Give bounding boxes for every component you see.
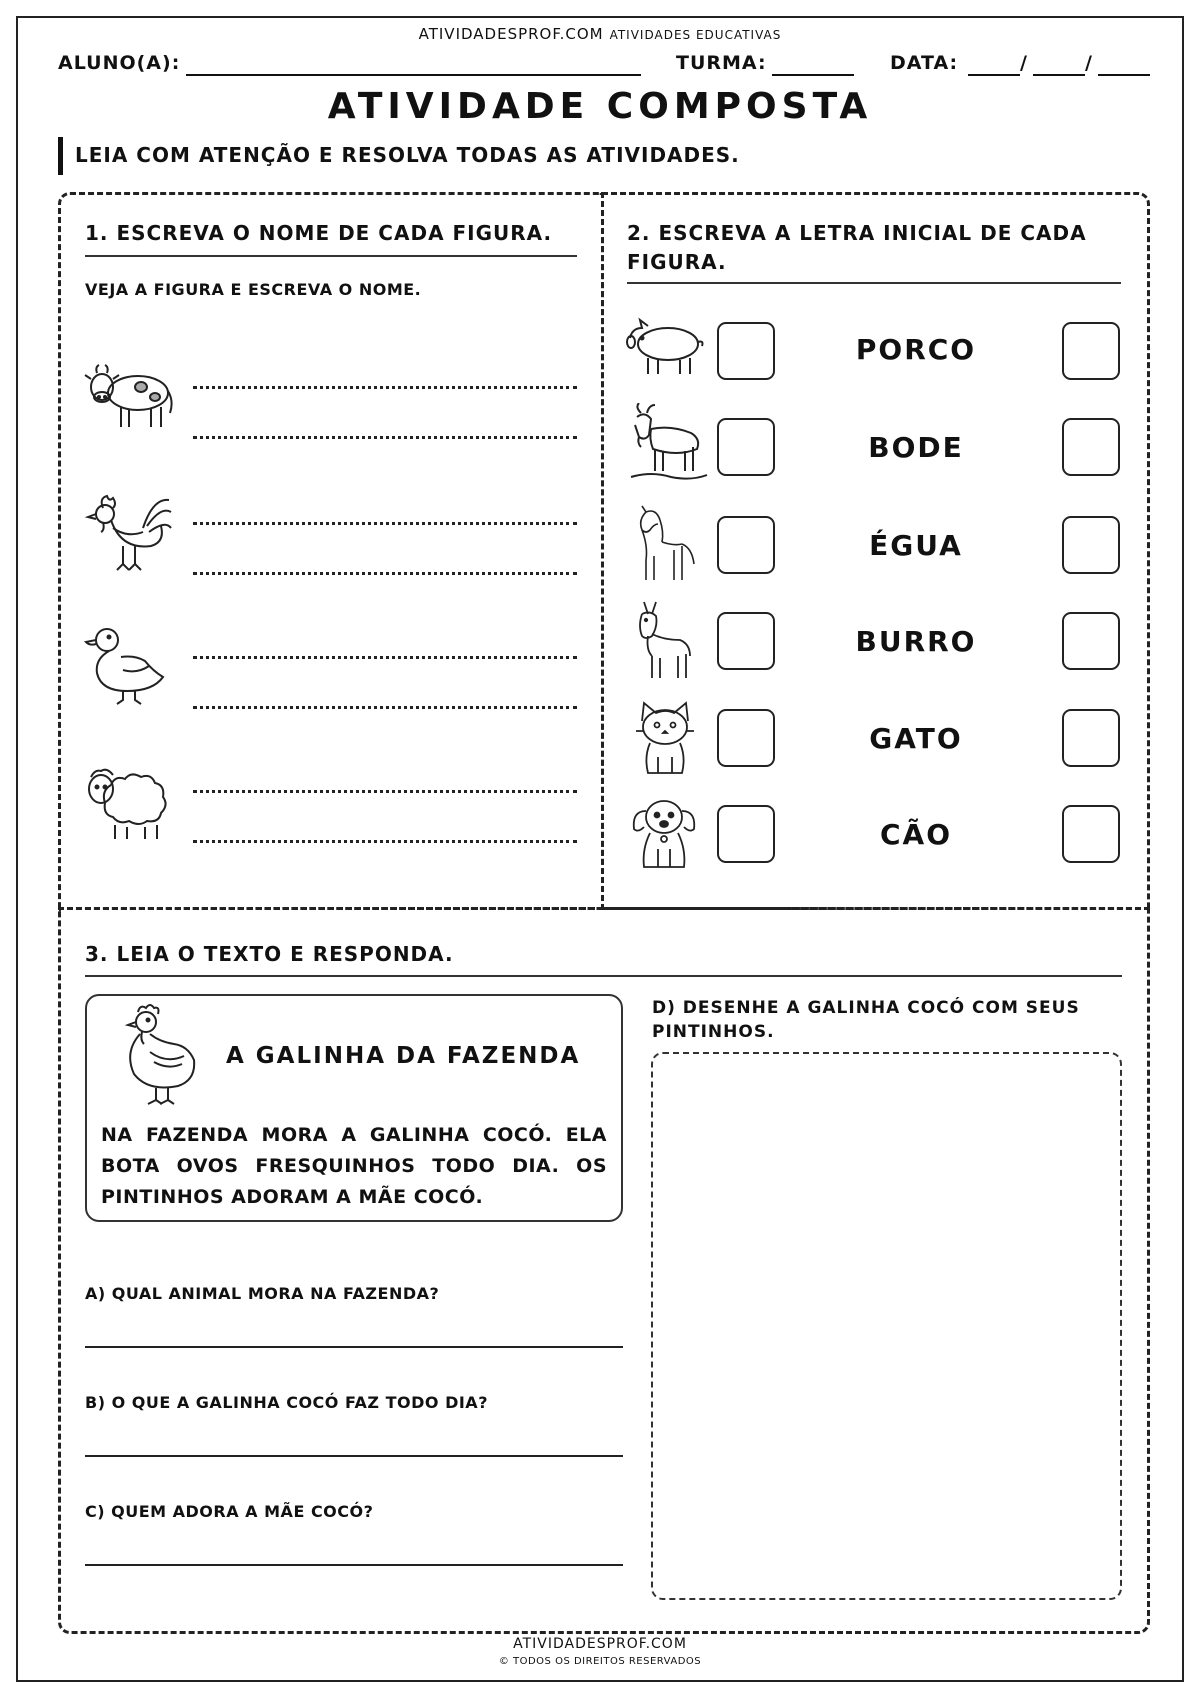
instruction-bar (58, 137, 63, 175)
student-label: ALUNO(A): (58, 52, 181, 74)
burro-initial-box[interactable] (717, 612, 775, 670)
word-cao: CÃO (879, 818, 953, 851)
date-slash-1: / (1020, 52, 1028, 74)
egua-answer-box[interactable] (1062, 516, 1120, 574)
gato-answer-box[interactable] (1062, 709, 1120, 767)
porco-initial-box[interactable] (717, 322, 775, 380)
instruction-text: LEIA COM ATENÇÃO E RESOLVA TODAS AS ATIVIDADES. (75, 143, 740, 167)
answer-a-line[interactable] (85, 1346, 623, 1348)
cat-icon (634, 697, 726, 789)
class-label: TURMA: (676, 52, 767, 74)
question-2-heading-line-2: FIGURA. (627, 250, 727, 274)
date-year-field[interactable] (1098, 74, 1150, 76)
question-3-rule (85, 975, 1122, 977)
student-name-field[interactable] (186, 74, 641, 76)
pig-icon (624, 308, 716, 400)
question-2-rule (627, 282, 1121, 284)
cow-icon (83, 353, 175, 445)
site-tagline: ATIVIDADES EDUCATIVAS (609, 28, 782, 42)
rooster-icon (83, 488, 175, 580)
question-2-heading-line-1: 2. ESCREVA A LETRA INICIAL DE CADA (627, 221, 1087, 245)
question-3-heading: 3. LEIA O TEXTO E RESPONDA. (85, 942, 454, 966)
drawing-area[interactable] (651, 1052, 1122, 1600)
word-gato: GATO (869, 722, 963, 755)
date-label: DATA: (890, 52, 959, 74)
bode-answer-box[interactable] (1062, 418, 1120, 476)
cao-initial-box[interactable] (717, 805, 775, 863)
draw-prompt-line-1: D) DESENHE A GALINHA COCÓ COM SEUS (652, 998, 1080, 1018)
sheep-answer-line-2[interactable] (193, 840, 577, 843)
question-1-subtitle: VEJA A FIGURA E ESCREVA O NOME. (85, 280, 422, 299)
sheep-answer-line-1[interactable] (193, 790, 577, 793)
duck-answer-line-2[interactable] (193, 706, 577, 709)
word-porco: PORCO (855, 333, 977, 366)
burro-answer-box[interactable] (1062, 612, 1120, 670)
gato-initial-box[interactable] (717, 709, 775, 767)
goat-icon (627, 403, 719, 495)
cow-answer-line-1[interactable] (193, 386, 577, 389)
date-month-field[interactable] (1033, 74, 1085, 76)
word-burro: BURRO (855, 625, 977, 658)
cao-answer-box[interactable] (1062, 805, 1120, 863)
word-bode: BODE (868, 431, 964, 464)
rooster-answer-line-2[interactable] (193, 572, 577, 575)
duck-icon (83, 620, 175, 712)
dog-icon (628, 793, 720, 885)
answer-c-line[interactable] (85, 1564, 623, 1566)
footer-site: ATIVIDADESPROF.COM (513, 1636, 687, 1652)
story-text: NA FAZENDA MORA A GALINHA COCÓ. ELA BOTA OVOS FRESQUINHOS TODO DIA. OS PINTINHOS ADORAM A MÃE COCÓ. (101, 1124, 607, 1208)
porco-answer-box[interactable] (1062, 322, 1120, 380)
question-b: B) O QUE A GALINHA COCÓ FAZ TODO DIA? (85, 1393, 488, 1412)
date-day-field[interactable] (968, 74, 1020, 76)
question-1-rule (85, 255, 577, 257)
site-header (0, 25, 1200, 43)
page-title: ATIVIDADE COMPOSTA (327, 86, 873, 127)
class-field[interactable] (772, 74, 854, 76)
draw-prompt (652, 996, 1132, 1044)
question-c: C) QUEM ADORA A MÃE COCÓ? (85, 1502, 374, 1521)
horse-icon (630, 500, 722, 592)
story-title: A GALINHA DA FAZENDA (226, 1043, 581, 1069)
cow-answer-line-2[interactable] (193, 436, 577, 439)
question-1-heading: 1. ESCREVA O NOME DE CADA FIGURA. (85, 221, 553, 245)
rooster-answer-line-1[interactable] (193, 522, 577, 525)
word-egua: ÉGUA (869, 529, 963, 562)
sheep-icon (83, 755, 175, 847)
duck-answer-line-1[interactable] (193, 656, 577, 659)
donkey-icon (630, 600, 722, 692)
answer-b-line[interactable] (85, 1455, 623, 1457)
site-name: ATIVIDADESPROF.COM (418, 25, 604, 43)
date-slash-2: / (1085, 52, 1093, 74)
question-a: A) QUAL ANIMAL MORA NA FAZENDA? (85, 1284, 440, 1303)
footer-rights: © TODOS OS DIREITOS RESERVADOS (498, 1656, 702, 1667)
draw-prompt-line-2: PINTINHOS. (652, 1022, 775, 1042)
egua-initial-box[interactable] (717, 516, 775, 574)
hen-icon (110, 1002, 202, 1110)
bode-initial-box[interactable] (717, 418, 775, 476)
